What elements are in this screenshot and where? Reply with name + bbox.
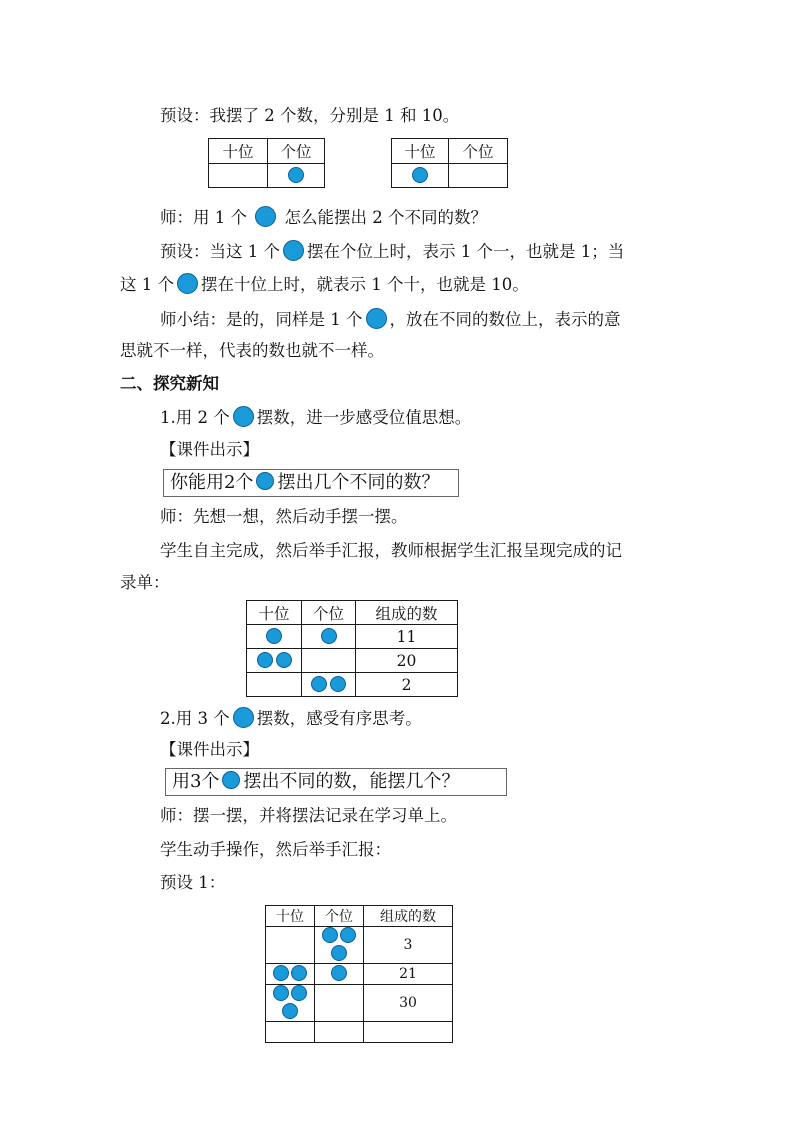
courseware-label-1: 【课件出示】	[160, 440, 259, 459]
counter-icon	[257, 652, 273, 668]
cell-ones	[302, 625, 356, 649]
teacher-question: 师：用 1 个 怎么能摆出 2 个不同的数？	[160, 208, 487, 227]
header-number: 组成的数	[356, 601, 458, 625]
cell-number: 2	[356, 673, 458, 697]
students-line-2: 学生动手操作，然后举手汇报：	[160, 840, 391, 859]
counter-icon	[322, 927, 338, 943]
header-ones: 个位	[268, 139, 325, 164]
preset-line-3: 这 1 个 摆在十位上时，就表示 1 个十，也就是 10。	[120, 275, 529, 294]
place-value-table-ones	[208, 138, 325, 188]
cell-ones	[302, 649, 356, 673]
header-ones: 个位	[449, 139, 508, 164]
cell-tens	[392, 164, 449, 188]
counter-icon	[256, 472, 274, 490]
place-value-table-tens	[391, 138, 508, 188]
cell-ones	[315, 1022, 364, 1043]
cell-tens	[247, 625, 302, 649]
counter-icon	[331, 965, 347, 981]
counter-icon	[330, 676, 346, 692]
preset-1-label: 预设 1：	[160, 873, 226, 892]
counter-icon	[321, 628, 337, 644]
counter-icon	[412, 167, 428, 183]
counter-icon	[233, 707, 254, 728]
counter-icon	[340, 927, 356, 943]
record-table-3	[265, 905, 453, 1043]
cell-tens	[247, 673, 302, 697]
cell-tens	[247, 649, 302, 673]
cell-number: 11	[356, 625, 458, 649]
header-tens: 十位	[266, 906, 315, 927]
students-line-1b: 录单：	[120, 573, 170, 592]
courseware-box-1: 你能用2个 摆出几个不同的数？	[163, 469, 459, 497]
counter-icon	[291, 985, 307, 1001]
counter-icon	[177, 273, 198, 294]
students-line-1a: 学生自主完成，然后举手汇报，教师根据学生汇报呈现完成的记	[160, 541, 622, 560]
cell-ones	[315, 985, 364, 1022]
item-2: 2.用 3 个 摆数，感受有序思考。	[160, 709, 422, 728]
header-tens: 十位	[247, 601, 302, 625]
header-tens: 十位	[392, 139, 449, 164]
header-tens: 十位	[209, 139, 268, 164]
counter-icon	[282, 1003, 298, 1019]
counter-icon	[283, 240, 304, 261]
cell-tens	[266, 964, 315, 985]
cell-ones	[302, 673, 356, 697]
teacher-line-2: 师：摆一摆，并将摆法记录在学习单上。	[160, 806, 457, 825]
teacher-line-1: 师：先想一想，然后动手摆一摆。	[160, 507, 408, 526]
cell-tens	[266, 927, 315, 964]
summary-line-2: 思就不一样，代表的数也就不一样。	[120, 341, 384, 360]
header-ones: 个位	[302, 601, 356, 625]
preset-line-2: 预设：当这 1 个 摆在个位上时，表示 1 个一，也就是 1；当	[160, 242, 625, 261]
section-heading: 二、探究新知	[120, 374, 219, 393]
cell-tens	[266, 985, 315, 1022]
counter-icon	[276, 652, 292, 668]
cell-tens	[266, 1022, 315, 1043]
counter-icon	[366, 308, 387, 329]
record-table-2	[246, 600, 458, 697]
counter-icon	[273, 965, 289, 981]
header-number: 组成的数	[364, 906, 453, 927]
item-1: 1.用 2 个 摆数，进一步感受位值思想。	[160, 408, 472, 427]
cell-ones	[315, 927, 364, 964]
preset-line-1: 预设：我摆了 2 个数，分别是 1 和 10。	[160, 106, 460, 125]
counter-icon	[222, 771, 240, 789]
cell-ones	[268, 164, 325, 188]
cell-number: 20	[356, 649, 458, 673]
courseware-label-2: 【课件出示】	[160, 740, 259, 759]
counter-icon	[273, 985, 289, 1001]
counter-icon	[331, 945, 347, 961]
cell-number: 21	[364, 964, 453, 985]
counter-icon	[233, 406, 254, 427]
counter-icon	[288, 167, 304, 183]
header-ones: 个位	[315, 906, 364, 927]
counter-icon	[291, 965, 307, 981]
cell-ones	[315, 964, 364, 985]
cell-number: 30	[364, 985, 453, 1022]
counter-icon	[266, 628, 282, 644]
counter-icon	[255, 206, 276, 227]
cell-tens	[209, 164, 268, 188]
summary-line-1: 师小结：是的，同样是 1 个 ，放在不同的数位上，表示的意	[160, 310, 621, 329]
counter-icon	[311, 676, 327, 692]
cell-ones	[449, 164, 508, 188]
cell-number	[364, 1022, 453, 1043]
courseware-box-2: 用3个 摆出不同的数，能摆几个？	[165, 768, 507, 796]
cell-number: 3	[364, 927, 453, 964]
